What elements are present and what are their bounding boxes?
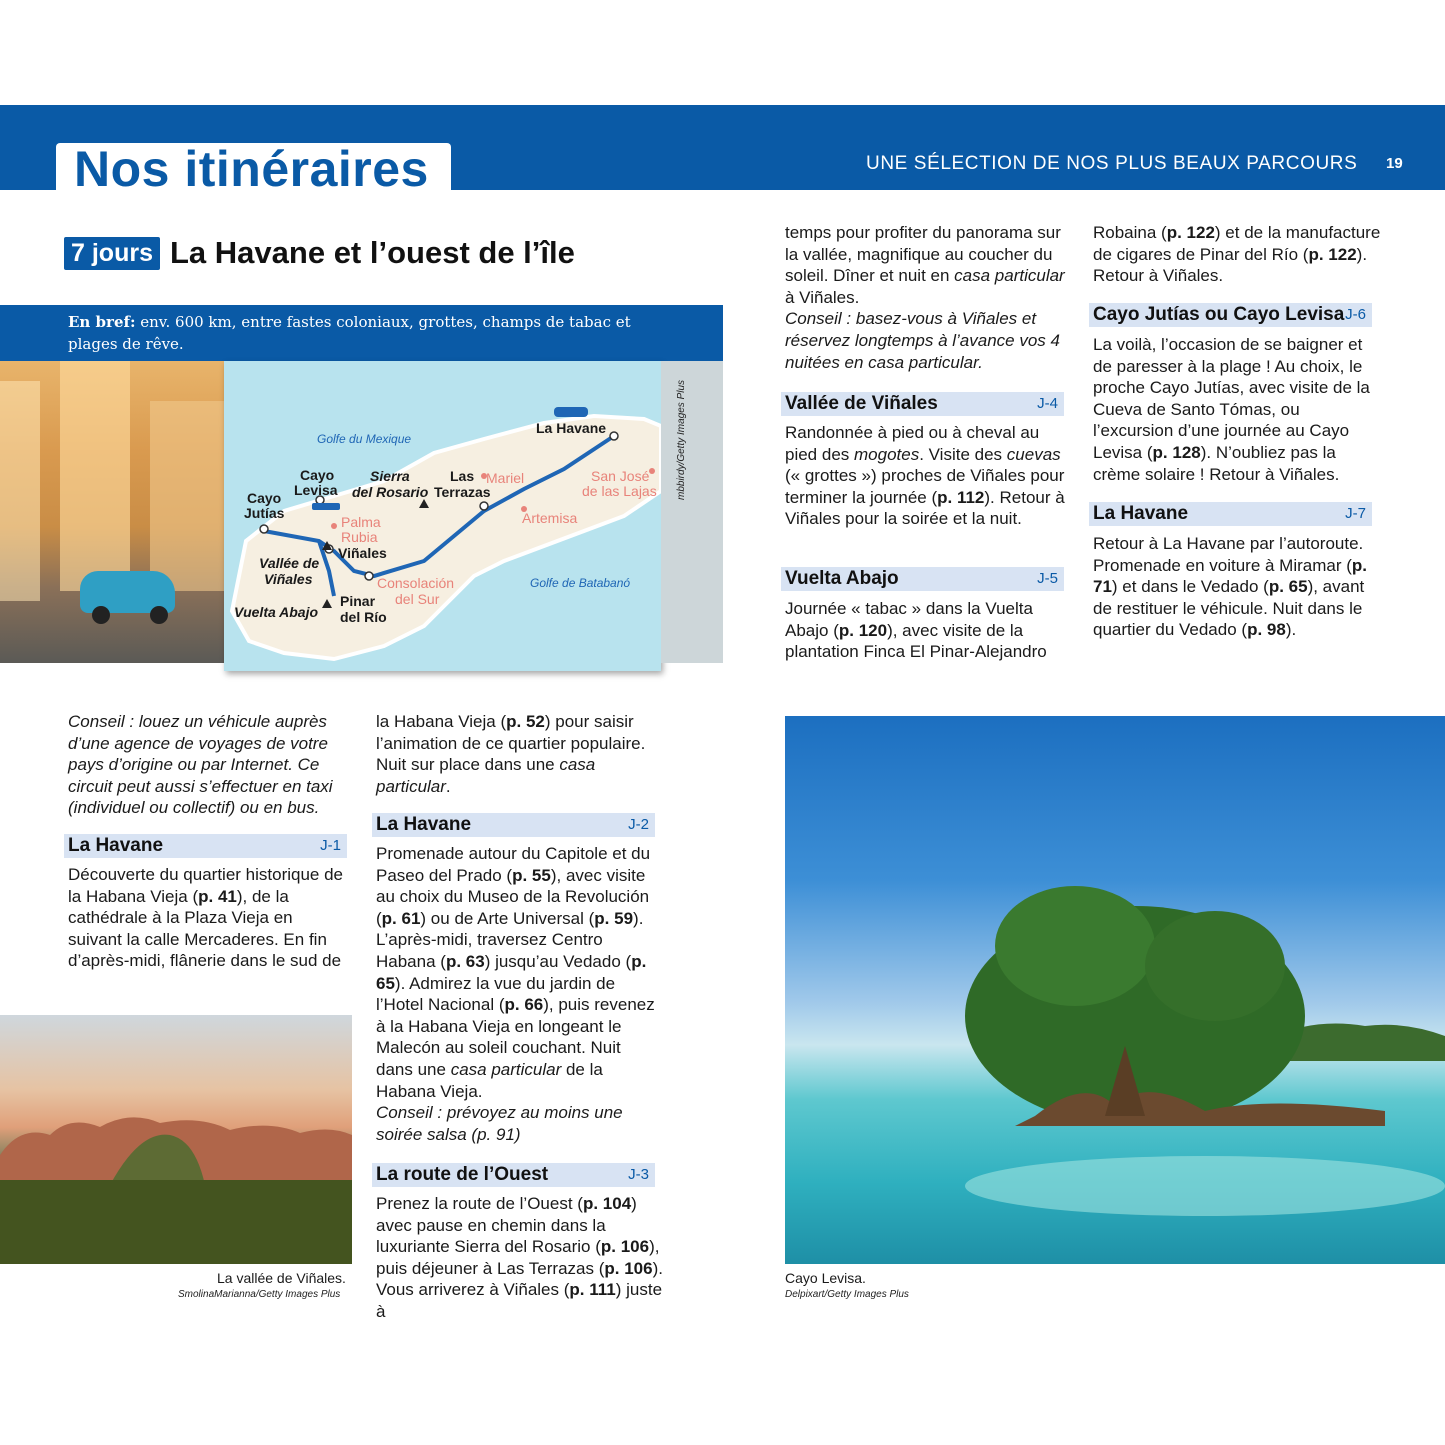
map-label-vinales: Viñales [338,545,387,561]
cayo-levisa-photo [785,716,1445,1264]
map-label-consolacion-1: Consolación [377,575,455,591]
map-label-san-jose-1: San José [591,468,650,484]
day-1-text: Découverte du quartier historique de la Habana Vieja (p. 41), de la cathédrale à la Plaza Vieja en suivant la calle Mercaderes. En fin d’après-midi, flânerie dans le sud de [68,865,343,971]
map-label-gulf-mexico: Golfe du Mexique [317,432,412,446]
day-6-text: La voilà, l’occasion de se baigner et de paresser à la plage ! Au choix, le proche Cayo Jutías, avec visite de la Cueva de Santo Tómas, ou l’excursion d’une journée au Cayo Levisa (p. 128). N’oubliez pas la crème solaire ! Retour à Viñales. [1093,335,1370,484]
summary-body: env. 600 km, entre fastes coloniaux, grottes, champs de tabac et plages de rêve. [68,313,631,353]
day-4-number: J-4 [1037,395,1058,412]
day-1-place: La Havane [68,835,164,856]
map-label-vallee-1: Vallée de [259,555,320,571]
day-6-place: Cayo Jutías ou Cayo Levisa [1093,304,1345,325]
map-label-consolacion-2: del Sur [395,591,440,607]
day-2-number: J-2 [628,816,649,833]
header-tagline: UNE SÉLECTION DE NOS PLUS BEAUX PARCOURS [866,153,1358,174]
map-label-palma-2: Rubia [341,529,378,545]
day-6-header [1089,303,1372,327]
map-label-cayo-levisa-2: Levisa [294,482,338,498]
day-4-header [781,392,1064,416]
day-7-number: J-7 [1345,505,1366,522]
day-4-place: Vallée de Viñales [785,393,938,414]
map-label-vuelta-abajo: Vuelta Abajo [234,604,319,620]
map-label-mariel: Mariel [486,470,525,486]
map-label-cayo-jutias-1: Cayo [247,490,282,506]
day-3-text: Prenez la route de l’Ouest (p. 104) avec pause en chemin dans la luxuriante Sierra del Rosario (p. 106), puis déjeuner à Las Terrazas (p. 106). Vous arriverez à Viñales (p. 111) juste à [376,1194,663,1321]
map-label-sierra-2: del Rosario [352,484,429,500]
day-4-text: Randonnée à pied ou à cheval au pied des mogotes. Visite des cuevas (« grottes ») proches de Viñales pour terminer la journée (p. 112). Retour à Viñales pour la soirée et la nuit. [785,423,1065,529]
map-label-cayo-jutias-2: Jutías [244,505,285,521]
day-6-number: J-6 [1345,306,1366,323]
page-number: 19 [1386,155,1403,172]
map-label-terrazas-1: Las [450,468,475,484]
day-3-place: La route de l’Ouest [376,1164,549,1185]
vinales-valley-photo [0,1015,352,1264]
day-7-place: La Havane [1093,503,1189,524]
day-1-number: J-1 [320,837,341,854]
page-title: Nos itinéraires [74,141,429,197]
day-7-text: Retour à La Havane par l’autoroute. Promenade en voiture à Miramar (p. 71) et dans le Vedado (p. 65), avant de restituer le véhicule. Nuit dans le quartier du Vedado (p. 98). [1093,534,1367,640]
day-3-number: J-3 [628,1166,649,1183]
map-label-san-jose-2: de las Lajas [582,483,657,499]
day-7-header [1089,502,1372,526]
day-1-text-continued: la Habana Vieja (p. 52) pour saisir l’animation de ce quartier populaire. Nuit sur place dans une casa particular. [376,712,646,796]
day-3-text-continued: temps pour profiter du panorama sur la vallée, magnifique au coucher du soleil. Dîner et nuit en casa particular à Viñales. Conseil : basez-vous à Viñales et réservez longtemps à l’avance vos 4 nuitées en casa particular. [785,223,1065,372]
vinales-caption: La vallée de Viñales. [217,1270,346,1286]
day-1-header [64,834,347,858]
map-label-pinar-2: del Río [340,609,387,625]
map-label-pinar-1: Pinar [340,593,376,609]
map-label-la-havane: La Havane [536,420,607,436]
map-label-gulf-batabano: Golfe de Batabanó [530,576,631,590]
map-side-strip [661,361,723,663]
day-5-text-continued: Robaina (p. 122) et de la manufacture de cigares de Pinar del Río (p. 122). Retour à Viñales. [1093,223,1381,286]
vinales-credit: SmolinaMarianna/Getty Images Plus [178,1289,341,1300]
map-label-palma-1: Palma [341,514,381,530]
summary-text [68,311,668,355]
duration-badge: 7 jours [64,237,160,270]
day-5-header [781,567,1064,591]
map-label-vallee-2: Viñales [264,571,313,587]
map-credit: mbbirdy/Getty Images Plus [676,379,687,500]
itinerary-map [224,361,661,671]
day-2-place: La Havane [376,814,472,835]
itinerary-title: La Havane et l’ouest de l’île [170,235,575,270]
map-label-sierra-1: Sierra [370,468,410,484]
summary-label: En bref: [68,313,136,331]
day-2-header [372,813,655,837]
map-label-terrazas-2: Terrazas [434,484,491,500]
intro-tip: Conseil : louez un véhicule auprès d’une agence de voyages de votre pays d’origine ou par Internet. Ce circuit peut aussi s’effectuer en taxi (individuel ou collectif) ou en bus. [68,712,333,818]
map-label-cayo-levisa-1: Cayo [300,467,335,483]
day-5-number: J-5 [1037,570,1058,587]
levisa-caption: Cayo Levisa. [785,1270,866,1286]
day-5-place: Vuelta Abajo [785,568,899,589]
havana-street-photo [0,361,225,663]
day-5-text: Journée « tabac » dans la Vuelta Abajo (p. 120), avec visite de la plantation Finca El Pinar-Alejandro [785,599,1047,662]
levisa-credit: Delpixart/Getty Images Plus [785,1289,909,1300]
map-label-artemisa: Artemisa [522,510,578,526]
day-3-header [372,1163,655,1187]
day-2-text: Promenade autour du Capitole et du Paseo del Prado (p. 55), avec visite au choix du Museo de la Revolución (p. 61) ou de Arte Universal (p. 59). L’après-midi, traversez Centro Habana (p. 63) jusqu’au Vedado (p. 65). Admirez la vue du jardin de l’Hotel Nacional (p. 66), puis revenez à la Habana Vieja en longeant le Malecón au soleil couchant. Nuit dans une casa particular de la Habana Vieja. Conseil : prévoyez au moins une soirée salsa (p. 91) [376,844,655,1144]
